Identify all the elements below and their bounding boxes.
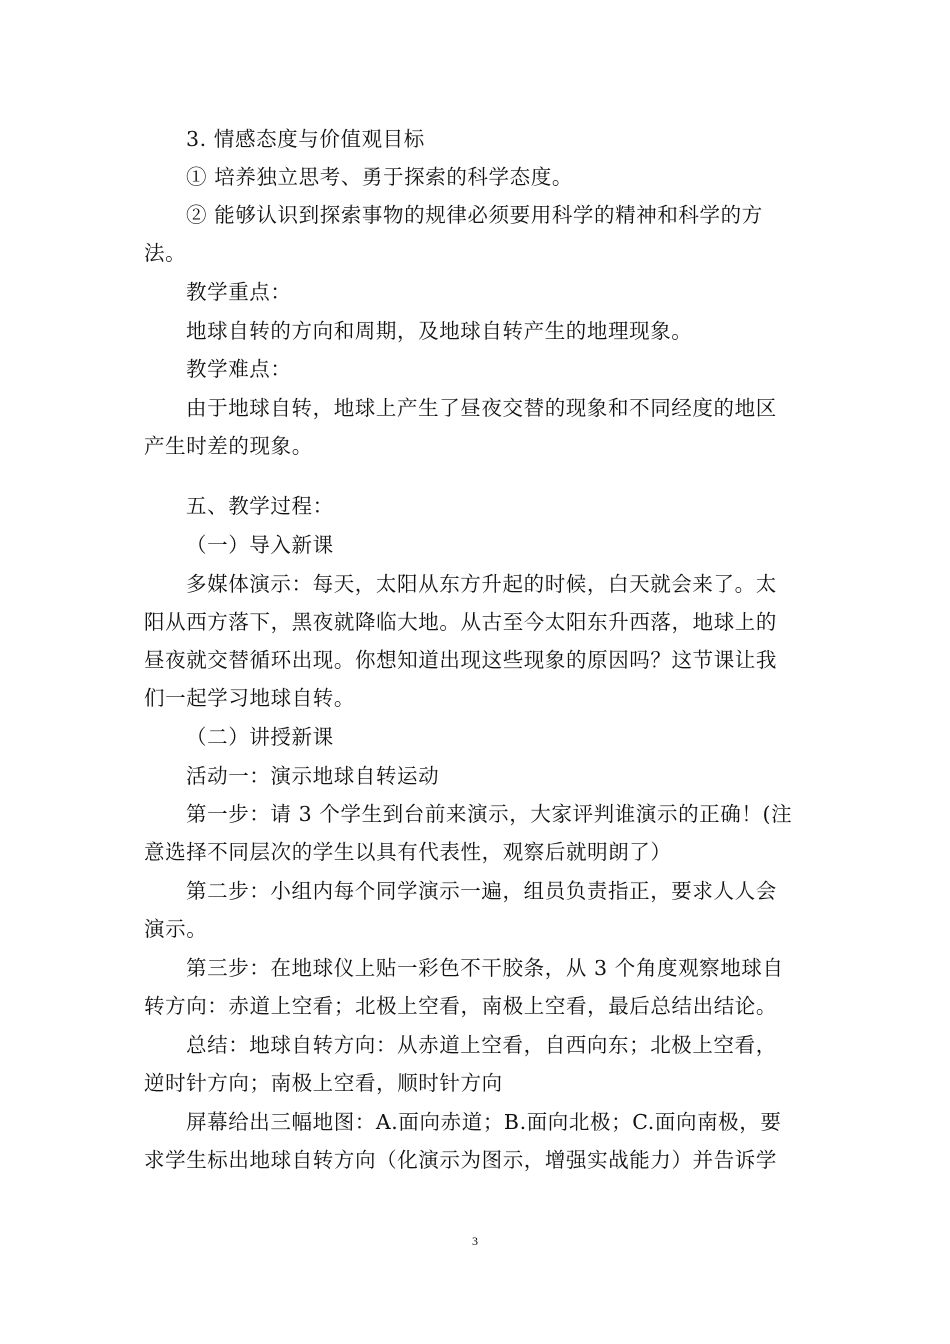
text-line: 总结：地球自转方向：从赤道上空看，自西向东；北极上空看， bbox=[186, 1033, 777, 1057]
text-line: 第二步：小组内每个同学演示一遍，组员负责指正，要求人人会 bbox=[186, 879, 777, 903]
subsection-heading: （一）导入新课 bbox=[186, 533, 334, 557]
text-line: 逆时针方向；南极上空看，顺时针方向 bbox=[144, 1071, 503, 1095]
text-line: 教学重点： bbox=[186, 280, 292, 304]
text-line: 意选择不同层次的学生以具有代表性，观察后就明朗了） bbox=[144, 840, 672, 864]
text-line: 产生时差的现象。 bbox=[144, 434, 313, 458]
text-line: 活动一：演示地球自转运动 bbox=[186, 764, 440, 788]
subsection-heading: （二）讲授新课 bbox=[186, 725, 334, 749]
text-line: 第三步：在地球仪上贴一彩色不干胶条，从 3 个角度观察地球自 bbox=[186, 956, 784, 980]
text-line: 屏幕给出三幅地图：A.面向赤道；B.面向北极；C.面向南极，要 bbox=[186, 1110, 782, 1134]
text-line: 地球自转的方向和周期，及地球自转产生的地理现象。 bbox=[186, 319, 693, 343]
text-line: 转方向：赤道上空看；北极上空看，南极上空看，最后总结出结论。 bbox=[144, 994, 777, 1018]
text-line: 教学难点： bbox=[186, 357, 292, 381]
text-line: 阳从西方落下，黑夜就降临大地。从古至今太阳东升西落，地球上的 bbox=[144, 610, 777, 634]
text-line: 昼夜就交替循环出现。你想知道出现这些现象的原因吗？这节课让我 bbox=[144, 648, 777, 672]
text-line: 求学生标出地球自转方向（化演示为图示，增强实战能力）并告诉学 bbox=[144, 1148, 777, 1172]
text-line: 3. 情感态度与价值观目标 bbox=[186, 127, 425, 151]
text-line: 由于地球自转，地球上产生了昼夜交替的现象和不同经度的地区 bbox=[186, 396, 777, 420]
text-line: 第一步：请 3 个学生到台前来演示，大家评判谁演示的正确！(注 bbox=[186, 802, 793, 826]
text-line: 法。 bbox=[144, 241, 187, 265]
text-line: 演示。 bbox=[144, 917, 208, 941]
text-line: ① 培养独立思考、勇于探索的科学态度。 bbox=[186, 165, 573, 189]
text-line: 们一起学习地球自转。 bbox=[144, 686, 355, 710]
text-line: ② 能够认识到探索事物的规律必须要用科学的精神和科学的方 bbox=[186, 203, 763, 227]
text-line: 多媒体演示：每天，太阳从东方升起的时候，白天就会来了。太 bbox=[186, 572, 777, 596]
page-number: 3 bbox=[472, 1234, 478, 1248]
section-heading: 五、教学过程： bbox=[186, 494, 334, 518]
